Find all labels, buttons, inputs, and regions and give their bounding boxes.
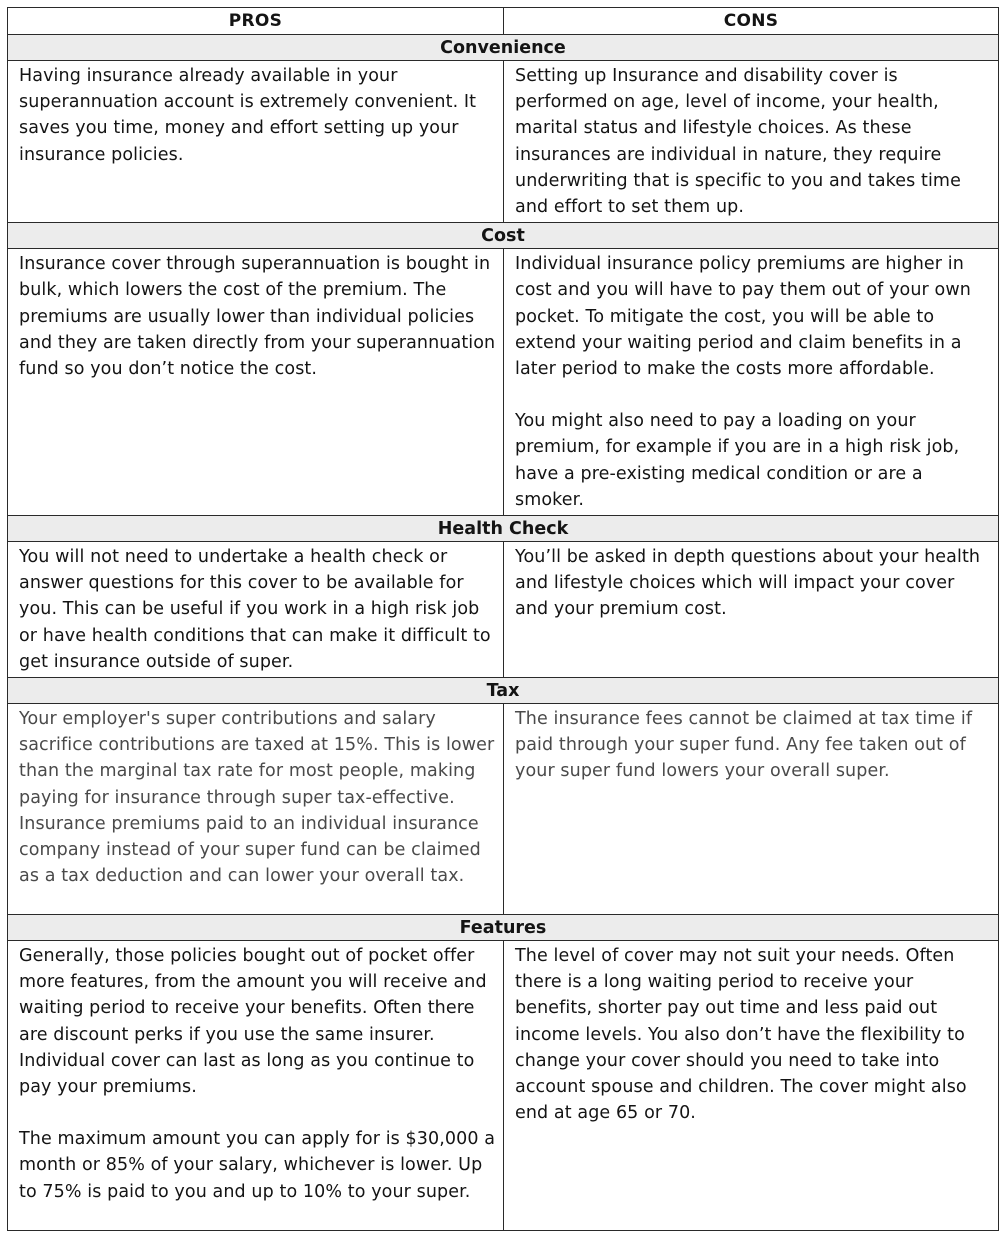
section-body-row [8, 941, 999, 1231]
section-header-row [8, 35, 999, 61]
section-body-row [8, 249, 999, 516]
cons-cell-features [504, 941, 999, 1231]
pros-paragraph: The maximum amount you can apply for is $30,000 a month or 85% of your salary, whichever is lower. Up to 75% is paid to you and up to 10% to your super. [19, 1129, 496, 1202]
pros-cell-convenience [8, 61, 504, 223]
cons-paragraph: You’ll be asked in depth questions about your health and lifestyle choices which will impact your cover and your premium cost. [515, 547, 981, 620]
pros-paragraph: Your employer's super contributions and salary sacrifice contributions are taxed at 15%. This is lower than the marginal tax rate for most people, making paying for insurance through super tax-effective. [19, 709, 495, 808]
section-body-row [8, 61, 999, 223]
header-row [8, 8, 999, 35]
pros-cell-tax [8, 704, 504, 915]
pros-cons-table [7, 7, 999, 1231]
cons-paragraph: Individual insurance policy premiums are higher in cost and you will have to pay them out of your own pocket. To mitigate the cost, you will be able to extend your waiting period and claim benefits in a later period to make the costs more affordable. [515, 254, 971, 380]
section-header-row [8, 678, 999, 704]
pros-paragraph: Generally, those policies bought out of pocket offer more features, from the amount you will receive and waiting period to receive your benefits. Often there are discount perks if you use the same insurer. Individual cover can last as long as you continue to pay your premiums. [19, 946, 487, 1098]
pros-cell-features [8, 941, 504, 1231]
pros-column-header: PROS [8, 8, 504, 35]
section-header-row [8, 915, 999, 941]
cons-cell-tax [504, 704, 999, 915]
cons-cell-cost [504, 249, 999, 516]
cons-paragraph: The level of cover may not suit your needs. Often there is a long waiting period to receive your benefits, shorter pay out time and less paid out income levels. You also don’t have the flexibility to change your cover should you need to take into account spouse and children. The cover might also end at age 65 or 70. [515, 946, 967, 1124]
section-body-row [8, 542, 999, 678]
section-title-cost: Cost [8, 223, 999, 249]
pros-cell-cost [8, 249, 504, 516]
section-title-features: Features [8, 915, 999, 941]
cons-paragraph: Setting up Insurance and disability cover is performed on age, level of income, your health, marital status and lifestyle choices. As these insurances are individual in nature, they require underwriting that is specific to you and takes time and effort to set them up. [515, 66, 961, 218]
section-title-tax: Tax [8, 678, 999, 704]
cons-paragraph: You might also need to pay a loading on your premium, for example if you are in a high risk job, have a pre-existing medical condition or are a smoker. [515, 411, 960, 510]
cons-cell-convenience [504, 61, 999, 223]
cons-column-header: CONS [504, 8, 999, 35]
section-body-row [8, 704, 999, 915]
section-title-convenience: Convenience [8, 35, 999, 61]
section-title-health-check: Health Check [8, 516, 999, 542]
section-header-row [8, 516, 999, 542]
pros-paragraph: Insurance cover through superannuation is bought in bulk, which lowers the cost of the premium. The premiums are usually lower than individual policies and they are taken directly from your superannuation fund so you don’t notice the cost. [19, 254, 496, 380]
section-header-row [8, 223, 999, 249]
pros-cell-health-check [8, 542, 504, 678]
cons-cell-health-check [504, 542, 999, 678]
pros-paragraph: You will not need to undertake a health check or answer questions for this cover to be available for you. This can be useful if you work in a high risk job or have health conditions that can make it difficult to get insurance outside of super. [19, 547, 491, 672]
cons-paragraph: The insurance fees cannot be claimed at tax time if paid through your super fund. Any fee taken out of your super fund lowers your overall super. [515, 709, 973, 782]
pros-paragraph: Having insurance already available in your superannuation account is extremely convenient. It saves you time, money and effort setting up your insurance policies. [19, 66, 477, 165]
pros-paragraph: Insurance premiums paid to an individual insurance company instead of your super fund can be claimed as a tax deduction and can lower your overall tax. [19, 813, 481, 887]
